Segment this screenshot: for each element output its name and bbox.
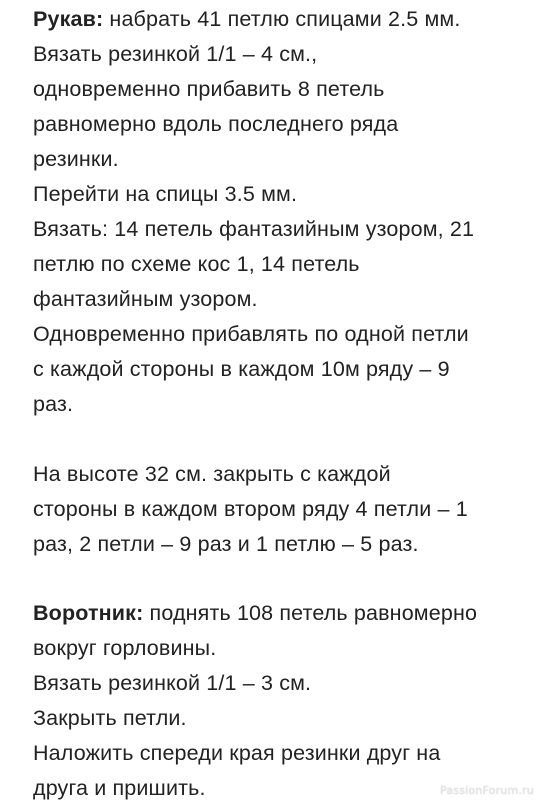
sleeve-text-line: одновременно прибавить 8 петель [33,77,385,101]
sleeve-text-line: Вязать: 14 петель фантазийным узором, 21 [33,217,475,241]
site-watermark: PassionForum.ru [440,784,534,797]
shaping-text-line: На высоте 32 см. закрыть с каждой [33,462,391,486]
collar-text-line: друга и пришить. [33,776,206,800]
sleeve-text-line: с каждой стороны в каждом 10м ряду – 9 [33,357,450,381]
sleeve-text-line: Перейти на спицы 3.5 мм. [33,182,298,206]
sleeve-heading: Рукав: [33,7,104,31]
document-body [33,2,533,806]
collar-text-line: Закрыть петли. [33,706,187,730]
collar-text-line: Вязать резинкой 1/1 – 3 см. [33,671,312,695]
sleeve-text-line: раз. [33,392,74,416]
shaping-text-line: стороны в каждом втором ряду 4 петли – 1 [33,497,468,521]
paragraph-gap [33,422,533,457]
sleeve-text-line: Одновременно прибавлять по одной петли [33,322,469,346]
sleeve-text-line: резинки. [33,147,119,171]
sleeve-text-line: равномерно вдоль последнего ряда [33,112,399,136]
sleeve-text-line: набрать 41 петлю спицами 2.5 мм. [103,7,461,31]
collar-text-line: вокруг горловины. [33,636,217,660]
collar-first-line [33,596,533,631]
collar-section [33,596,533,806]
sleeve-text-line: фантазийным узором. [33,287,258,311]
collar-text-line: Наложить спереди края резинки друг на [33,741,441,765]
shaping-section [33,457,533,562]
collar-heading: Воротник: [33,601,144,625]
collar-text-line: поднять 108 петель равномерно [143,601,478,625]
sleeve-section [33,2,533,422]
sleeve-text-line: Вязать резинкой 1/1 – 4 см., [33,42,318,66]
sleeve-first-line [33,2,533,37]
sleeve-text-line: петлю по схеме кос 1, 14 петель [33,252,360,276]
shaping-text-line: раз, 2 петли – 9 раз и 1 петлю – 5 раз. [33,532,419,556]
paragraph-gap [33,562,533,596]
